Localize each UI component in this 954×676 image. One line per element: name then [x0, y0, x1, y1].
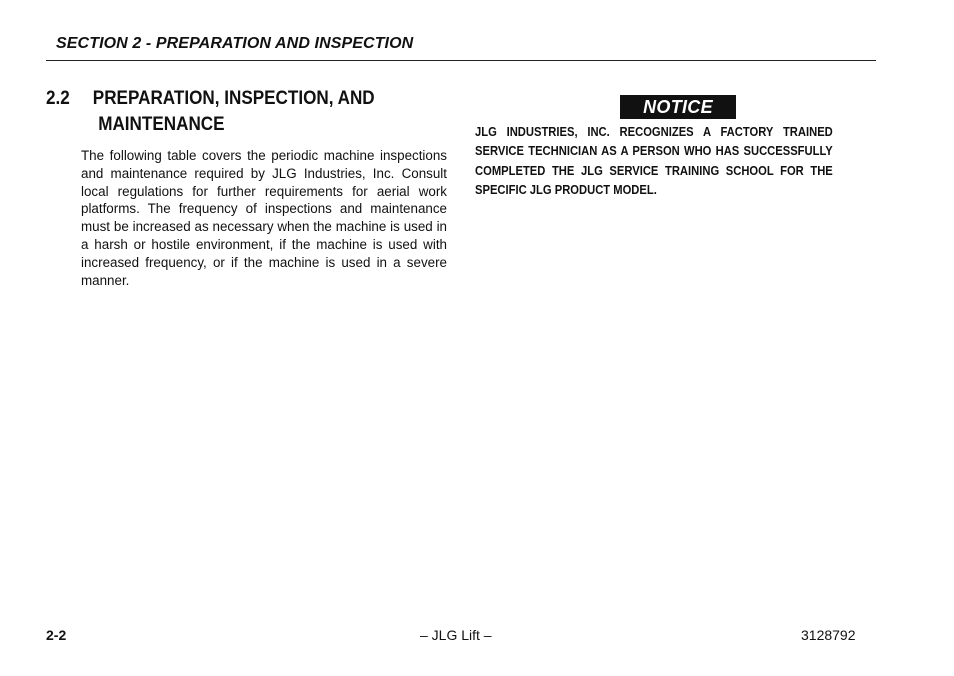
footer-page-number: 2-2: [46, 627, 67, 643]
section-title-line2: MAINTENANCE: [98, 114, 225, 135]
section-header-title: SECTION 2 - PREPARATION AND INSPECTION: [56, 35, 414, 52]
section-body-paragraph: The following table covers the periodic machine inspections and maintenance required by JLG Industries, Inc. Consult local regulations for further requirements for aerial work platforms. The frequency of inspections and maintenance must be increased as necessary when the machine is used in a harsh or hostile environment, if the machine is used with increased frequency, or if the machine is used in a severe manner.: [81, 148, 447, 288]
section-heading: [46, 86, 424, 138]
header-divider: [46, 60, 876, 61]
footer-document-number: 3128792: [801, 627, 856, 643]
section-title-line1: PREPARATION, INSPECTION, AND: [92, 88, 375, 109]
footer-center-label: – JLG Lift –: [420, 627, 492, 643]
section-number: 2.2: [46, 88, 70, 109]
notice-badge: NOTICE: [620, 95, 736, 119]
notice-text: JLG INDUSTRIES, INC. RECOGNIZES A FACTORY TRAINED SERVICE TECHNICIAN AS A PERSON WHO HAS SUCCESSFULLY COMPLETED THE JLG SERVICE TRAINING SCHOOL FOR THE SPECIFIC JLG PRODUCT MODEL.: [475, 125, 833, 197]
